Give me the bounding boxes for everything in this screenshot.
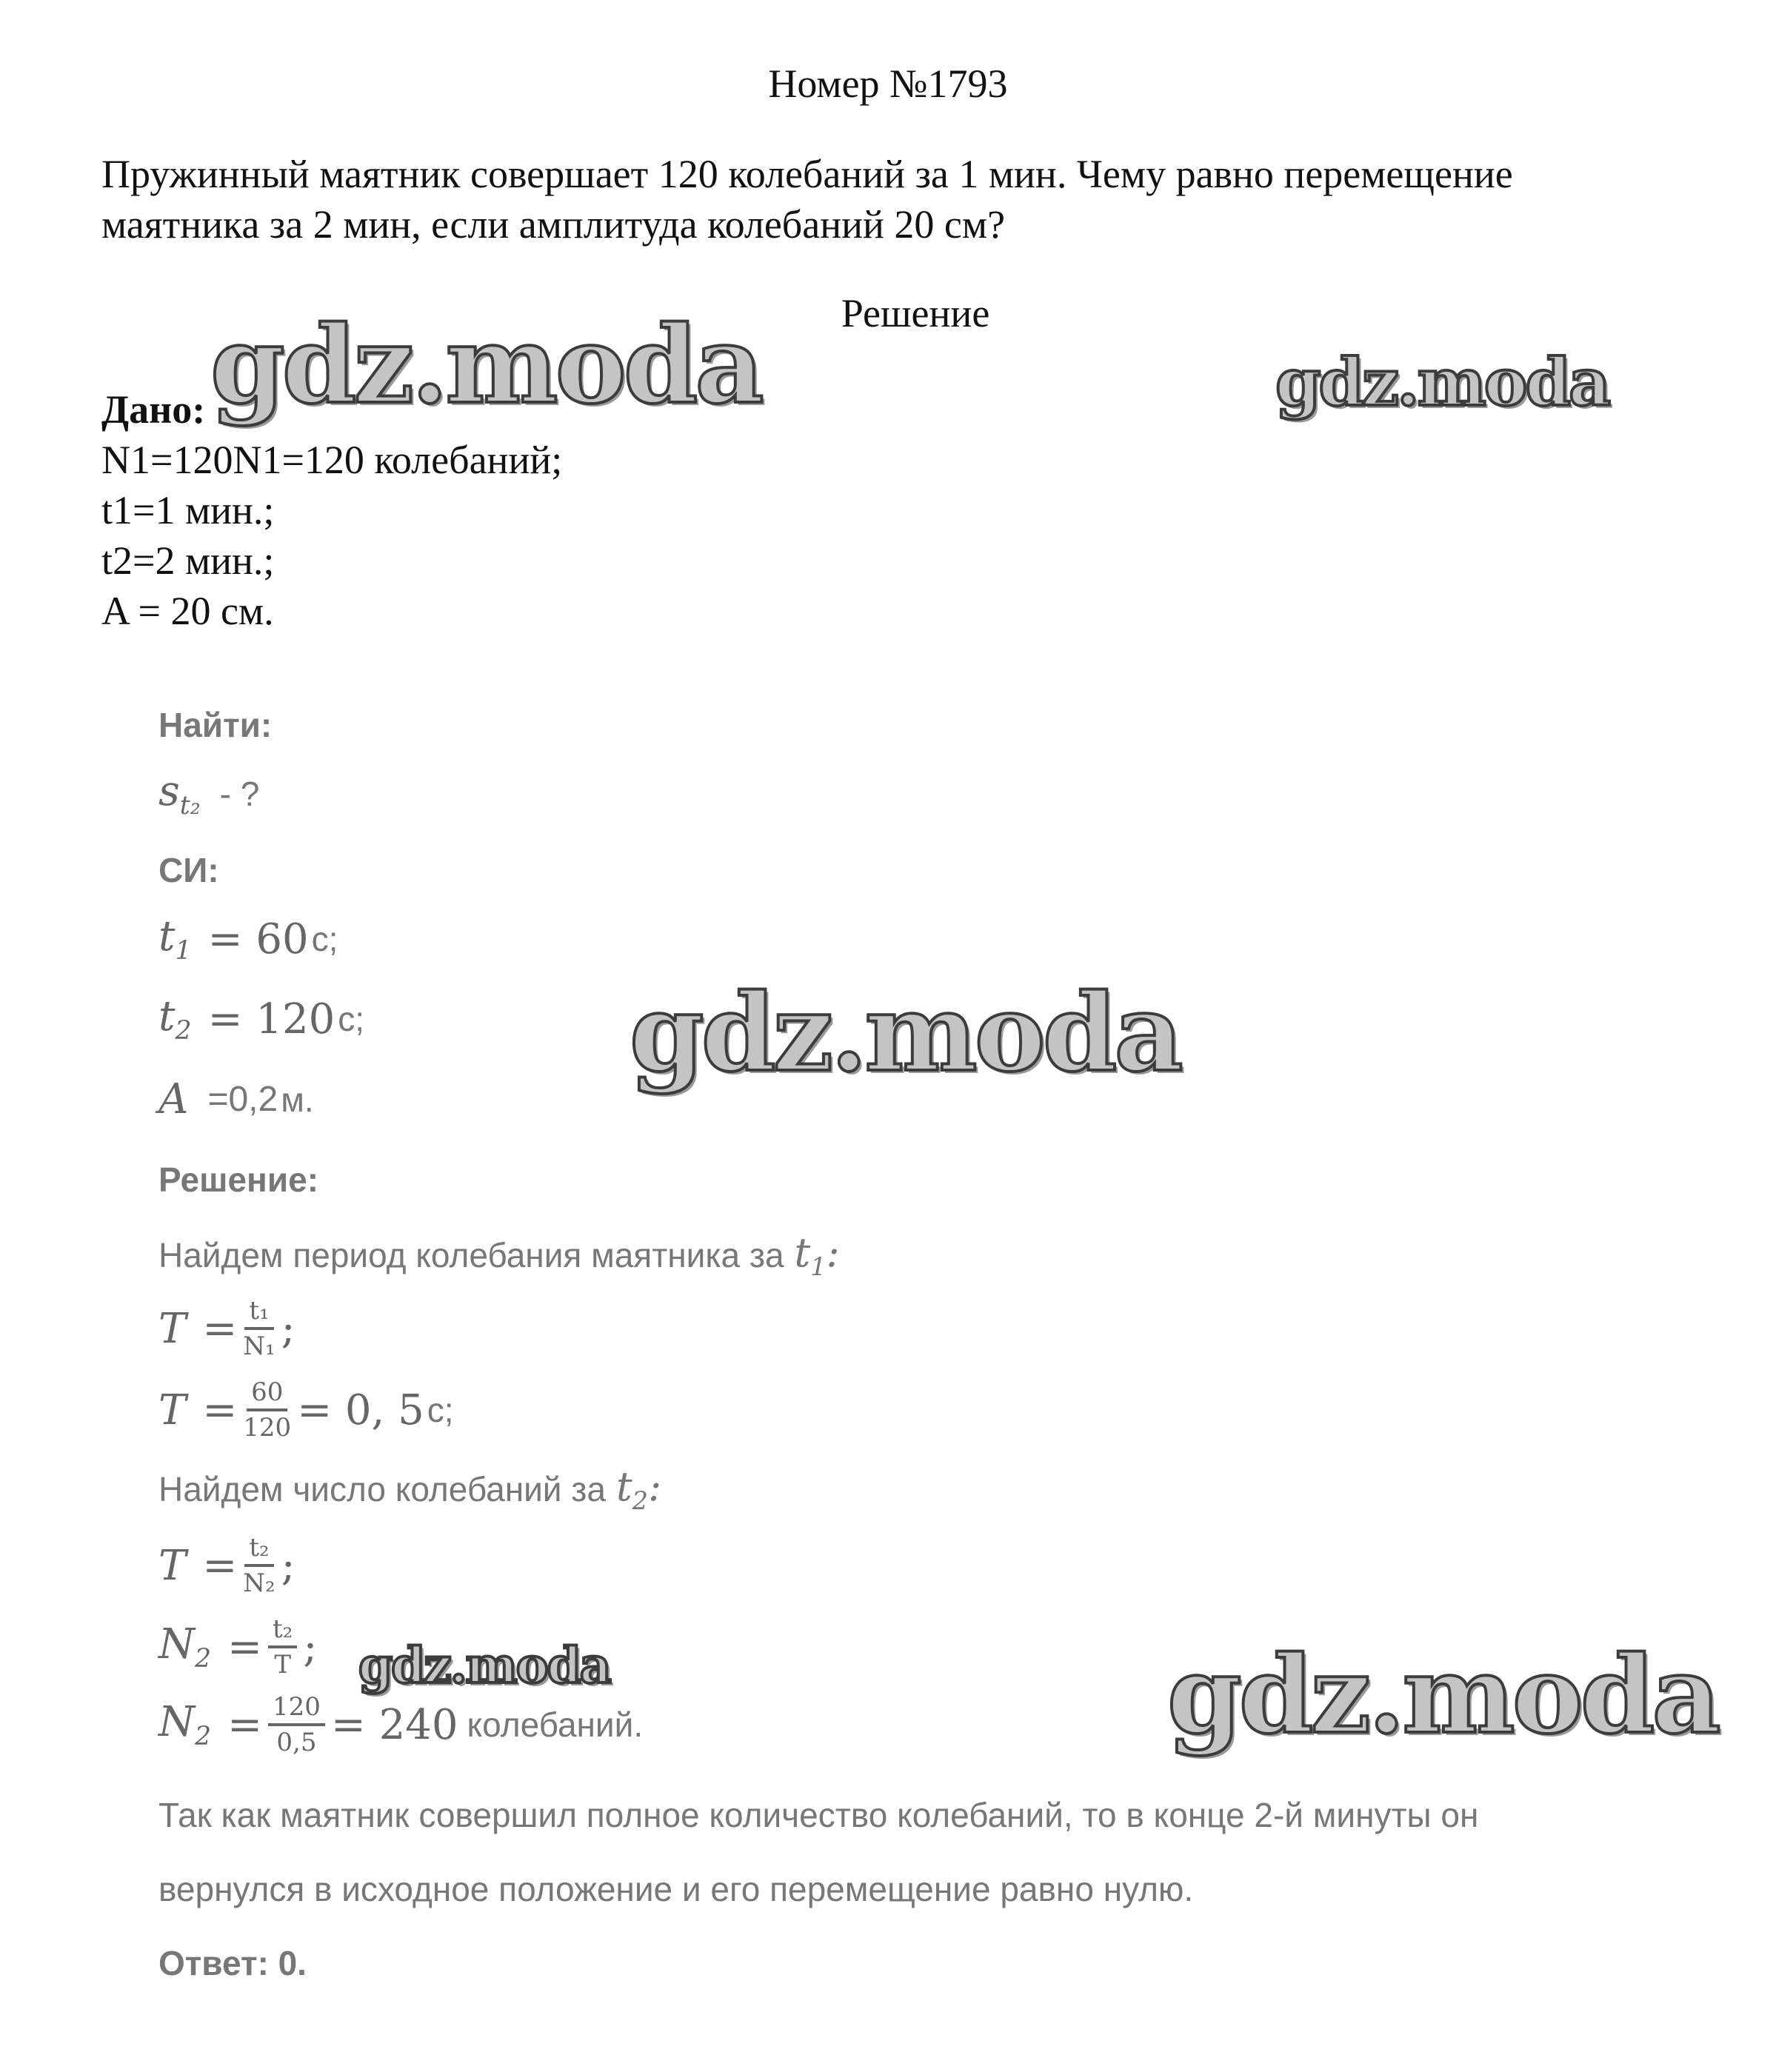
fraction-denominator: 0,5 xyxy=(276,1728,317,1757)
solution-heading: Решение xyxy=(841,291,990,335)
fraction-denominator: T xyxy=(274,1650,291,1680)
count-intro xyxy=(158,1463,661,1515)
count-formula-n2: $N_2$ = $\frac{\text{t₂}}{T}$ ; xyxy=(158,1614,318,1680)
count-intro-text: Найдем число колебаний за xyxy=(158,1469,606,1508)
period-formula-fraction xyxy=(243,1296,275,1361)
si-t1-unit: с; xyxy=(311,920,338,959)
fraction-denominator: N₁ xyxy=(243,1331,276,1361)
si-t2-unit: с; xyxy=(338,1000,364,1039)
count-formula-period-fraction xyxy=(243,1533,275,1598)
count-formula-period: T = $\frac{\text{t₂}}{\text{N₂}}$ ; xyxy=(158,1533,296,1598)
count-unit: колебаний. xyxy=(467,1705,644,1744)
fraction-numerator: 60 xyxy=(247,1377,287,1411)
si-amplitude-equation: A =0,2 м. xyxy=(158,1075,314,1123)
fraction-numerator: t₁ xyxy=(244,1296,273,1330)
conclusion-line-2: вернулся в исходное положение и его перемещение равно нулю. xyxy=(158,1870,1194,1908)
period-formula: T = $\frac{\text{t₁}}{\text{N₁}}$ ; xyxy=(158,1296,296,1361)
fraction-numerator: 120 xyxy=(268,1692,325,1726)
watermark-logo: gdz.moda xyxy=(358,1637,610,1694)
answer-text: Ответ: 0. xyxy=(158,1944,307,1982)
period-result: = 0, 5 xyxy=(297,1386,424,1434)
page-title: Номер №1793 xyxy=(768,61,1008,106)
si-label: СИ: xyxy=(158,851,219,889)
find-value: - ? xyxy=(219,775,260,814)
si-t2-equation: $t_2$ = 120 с; xyxy=(158,992,364,1046)
watermark-logo: gdz.moda xyxy=(210,302,761,427)
watermark-logo: gdz.moda xyxy=(1167,1632,1718,1757)
count-calculation-fraction xyxy=(268,1692,325,1757)
problem-text-line-1: Пружинный маятник совершает 120 колебаний за 1 мин. Чему равно перемещение xyxy=(101,152,1513,196)
fraction-denominator: 120 xyxy=(243,1413,292,1443)
si-t1-equation: $t_1$ = 60 с; xyxy=(158,912,338,966)
fraction-numerator: t₂ xyxy=(244,1533,273,1567)
count-formula-n2-fraction xyxy=(268,1614,297,1680)
period-intro-variable: $t_1$: xyxy=(794,1229,840,1281)
si-amplitude-unit: м. xyxy=(281,1080,314,1119)
watermark-logo: gdz.moda xyxy=(630,970,1181,1095)
watermark-logo: gdz.moda xyxy=(1275,344,1609,421)
count-calculation: $N_2$ = $\frac{120}{0,5}$ = 240 колебаний. xyxy=(158,1692,644,1757)
given-label: Дано: xyxy=(101,387,206,432)
fraction-denominator: N₂ xyxy=(243,1568,276,1598)
given-line-t1: t1=1 мин.; xyxy=(101,488,275,532)
given-line-t2: t2=2 мин.; xyxy=(101,538,275,583)
find-expression: $s_{t_2}$ - ? xyxy=(158,767,260,821)
period-calculation: T = $\frac{60}{120}$ = 0, 5 с; xyxy=(158,1377,454,1443)
given-line-amplitude: A = 20 см. xyxy=(101,589,274,633)
si-t2-value: = 120 xyxy=(207,995,335,1043)
conclusion-line-1: Так как маятник совершил полное количество колебаний, то в конце 2-й минуты он xyxy=(158,1796,1479,1834)
period-calculation-fraction xyxy=(243,1377,291,1443)
given-line-n1: N1=120N1=120 колебаний; xyxy=(101,438,563,482)
period-intro-text: Найдем период колебания маятника за xyxy=(158,1235,784,1274)
period-unit: с; xyxy=(427,1391,454,1429)
count-intro-variable: $t_2$: xyxy=(615,1463,662,1515)
fraction-numerator: t₂ xyxy=(268,1614,297,1648)
find-label: Найти: xyxy=(158,706,273,744)
si-t1-value: = 60 xyxy=(207,915,309,963)
count-result: = 240 xyxy=(330,1700,458,1749)
si-amplitude-value: =0,2 xyxy=(207,1080,278,1119)
solution-label: Решение: xyxy=(158,1160,319,1199)
problem-text-line-2: маятника за 2 мин, если амплитуда колебаний 20 см? xyxy=(101,202,1006,247)
period-intro xyxy=(158,1229,840,1281)
